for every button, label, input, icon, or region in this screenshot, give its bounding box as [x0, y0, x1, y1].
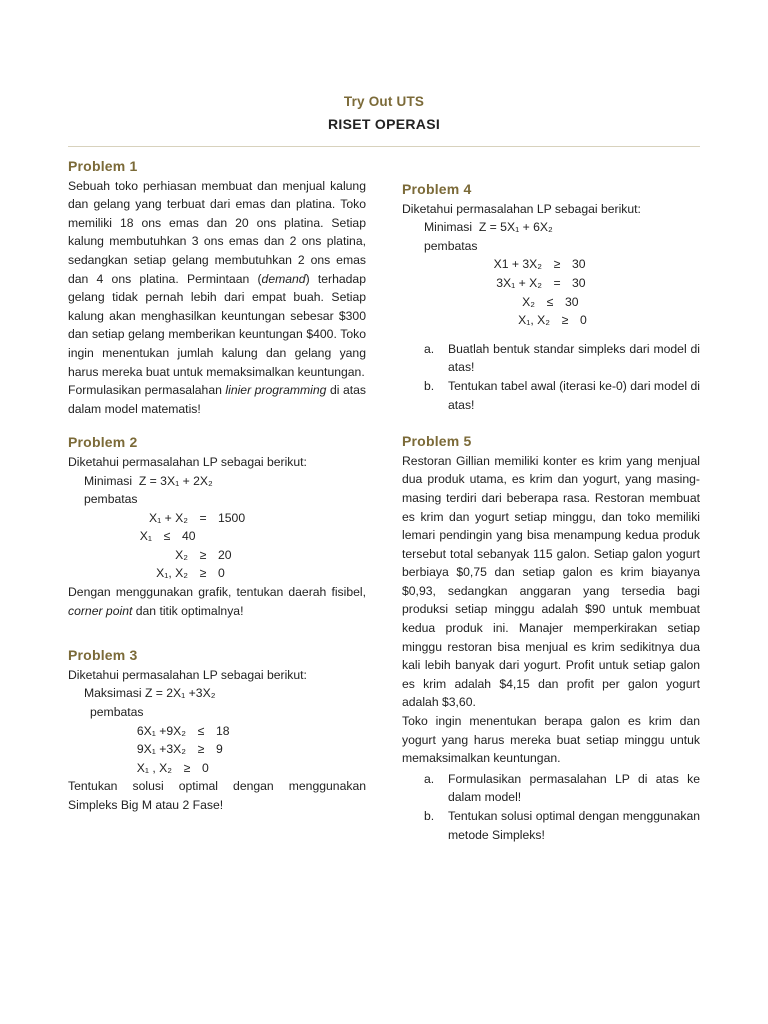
problem-5-heading: Problem 5: [402, 433, 472, 450]
constraint-row: [402, 255, 700, 274]
constraint-row: [68, 527, 366, 546]
problem-3-constraints: [68, 722, 366, 778]
constraint-operator: ≤: [197, 723, 205, 738]
constraint-operator: ≥: [199, 566, 207, 581]
problem-3-question: Tentukan solusi optimal dengan menggunakan Simpleks Big M atau 2 Fase!: [68, 779, 366, 812]
right-column: [402, 180, 700, 844]
constraint-operator: ≤: [546, 294, 554, 309]
task-item: [402, 807, 700, 844]
constraint-lhs: 6X₁ +9X₂: [136, 723, 186, 738]
problem-4-intro: Diketahui permasalahan LP sebagai berikut:: [402, 201, 641, 216]
constraint-lhs: X₁, X₂: [518, 313, 550, 328]
constraint-row: [68, 546, 366, 565]
constraint-rhs: 1500: [218, 510, 246, 525]
task-text: Formulasikan permasalahan LP di atas ke dalam model!: [448, 771, 700, 805]
constraint-row: [402, 274, 700, 293]
left-column: [68, 157, 366, 815]
problem-1-heading: Problem 1: [68, 158, 138, 174]
task-item: [402, 770, 700, 807]
constraint-row: [402, 311, 700, 330]
problem-3-constraint-label: pembatas: [90, 705, 144, 720]
constraint-operator: =: [553, 275, 561, 290]
task-item: [402, 340, 700, 377]
problem-3-intro: Diketahui permasalahan LP sebagai berikut:: [68, 667, 307, 682]
constraint-operator: ≤: [163, 529, 171, 544]
problem-5-task-list: [402, 770, 700, 844]
task-marker: a.: [424, 341, 435, 356]
document-subtitle: Try Out UTS: [343, 94, 425, 109]
task-marker: b.: [424, 378, 435, 393]
constraint-rhs: 20: [218, 547, 232, 562]
constraint-lhs: X₂: [175, 547, 188, 562]
task-marker: b.: [424, 809, 435, 823]
problem-4-heading: Problem 4: [402, 181, 472, 197]
task-item: [402, 377, 700, 414]
constraint-operator: =: [199, 510, 207, 525]
problem-5: [402, 432, 700, 844]
task-marker: a.: [424, 771, 435, 786]
task-text: Tentukan solusi optimal dengan menggunakan metode Simpleks!: [448, 809, 700, 842]
problem-4-constraints: [402, 255, 700, 329]
constraint-rhs: 0: [218, 566, 225, 581]
constraint-rhs: 30: [565, 294, 579, 309]
header-divider: [68, 146, 700, 147]
constraint-operator: ≥: [561, 313, 569, 328]
constraint-lhs: X₂: [522, 294, 535, 309]
problem-1: [68, 157, 366, 418]
problem-5-text-2: Toko ingin menentukan berapa galon es krim dan yogurt yang harus mereka buat setiap minggu untuk memaksimalkan keuntungan.: [402, 714, 700, 766]
constraint-rhs: 0: [202, 760, 209, 775]
constraint-lhs: X₁: [139, 529, 152, 544]
problem-2: [68, 433, 366, 620]
constraint-row: [68, 509, 366, 528]
problem-5-text: Restoran Gillian memiliki konter es krim yang menjual dua produk utama, es krim dan yogurt, yang masing-masing terdiri dari beberapa rasa. Restoran membuat es krim dan yogurt setiap minggu, dan toko memiliki lemari pendingin yang bisa menampung kedua produk tersebut total sebanyak 115 galon. Setiap galon yogurt berbiaya $0,75 dan setiap galon es krim biayanya $0,93, sedangkan anggaran yang tersedia bagi produksi setiap minggu adalah $90 untuk membuat kedua produk ini. Manajer memperkirakan setiap minggu restoran bisa menjual es krim sedikitnya dua kali lebih banyak dari yogurt. Profit untuk setiap galon es krim adalah $4,15 dan profit per galon yogurt adalah $3,60.: [402, 453, 700, 710]
constraint-operator: ≥: [183, 760, 191, 775]
problem-2-constraints: [68, 509, 366, 583]
constraint-lhs: X₁ + X₂: [149, 510, 188, 525]
constraint-rhs: 9: [216, 742, 223, 757]
problem-4: [402, 180, 700, 414]
constraint-operator: ≥: [553, 257, 561, 272]
constraint-row: [68, 722, 366, 741]
constraint-row: [68, 740, 366, 759]
constraint-rhs: 30: [572, 275, 586, 290]
problem-1-text: Sebuah toko perhiasan membuat dan menjual kalung dan gelang yang terbuat dari emas dan platina. Toko memiliki 18 ons emas dan 20 ons platina. Setiap kalung membutuhkan 3 ons emas dan 2 ons platina, sedangkan setiap gelang membutuhkan 2 ons emas dan 4 ons platina. Permintaan (demand) terhadap gelang tidak pernah lebih dari empat buah. Setiap kalung akan menghasilkan keuntungan sebesar $300 dan setiap gelang memberikan keuntungan $400. Toko ingin menentukan jumlah kalung dan gelang yang harus mereka buat untuk memaksimalkan keuntungan. Formulasikan permasalahan linier programming di atas dalam model matematis!: [68, 178, 366, 416]
constraint-lhs: X1 + 3X₂: [493, 257, 542, 272]
problem-2-intro: Diketahui permasalahan LP sebagai berikut:: [68, 454, 307, 469]
problem-4-task-list: [402, 340, 700, 414]
constraint-lhs: 9X₁ +3X₂: [136, 742, 186, 757]
task-text: Tentukan tabel awal (iterasi ke-0) dari model di atas!: [448, 378, 700, 412]
document-header: [0, 94, 768, 132]
constraint-row: [68, 759, 366, 778]
problem-4-objective: Minimasi Z = 5X₁ + 6X₂: [424, 220, 553, 235]
constraint-operator: ≥: [199, 547, 207, 562]
problem-3-objective: Maksimasi Z = 2X₁ +3X₂: [84, 686, 216, 701]
constraint-row: [68, 564, 366, 583]
document-title: RISET OPERASI: [327, 116, 441, 132]
constraint-operator: ≥: [197, 742, 205, 757]
constraint-rhs: 0: [580, 313, 587, 328]
task-text: Buatlah bentuk standar simpleks dari model di atas!: [448, 341, 700, 375]
constraint-lhs: X₁ , X₂: [136, 760, 172, 775]
constraint-rhs: 30: [572, 257, 586, 272]
constraint-lhs: 3X₁ + X₂: [496, 275, 542, 290]
constraint-rhs: 18: [216, 723, 230, 738]
problem-4-constraint-label: pembatas: [424, 238, 478, 253]
problem-2-constraint-label: pembatas: [84, 492, 138, 507]
constraint-lhs: X₁, X₂: [156, 566, 188, 581]
problem-2-heading: Problem 2: [68, 434, 138, 451]
problem-2-question: Dengan menggunakan grafik, tentukan daerah fisibel, corner point dan titik optimalnya!: [68, 585, 366, 618]
problem-2-objective: Minimasi Z = 3X₁ + 2X₂: [84, 473, 213, 488]
constraint-row: [402, 293, 700, 312]
constraint-rhs: 40: [182, 529, 196, 544]
problem-3: [68, 646, 366, 814]
problem-3-heading: Problem 3: [68, 647, 138, 664]
